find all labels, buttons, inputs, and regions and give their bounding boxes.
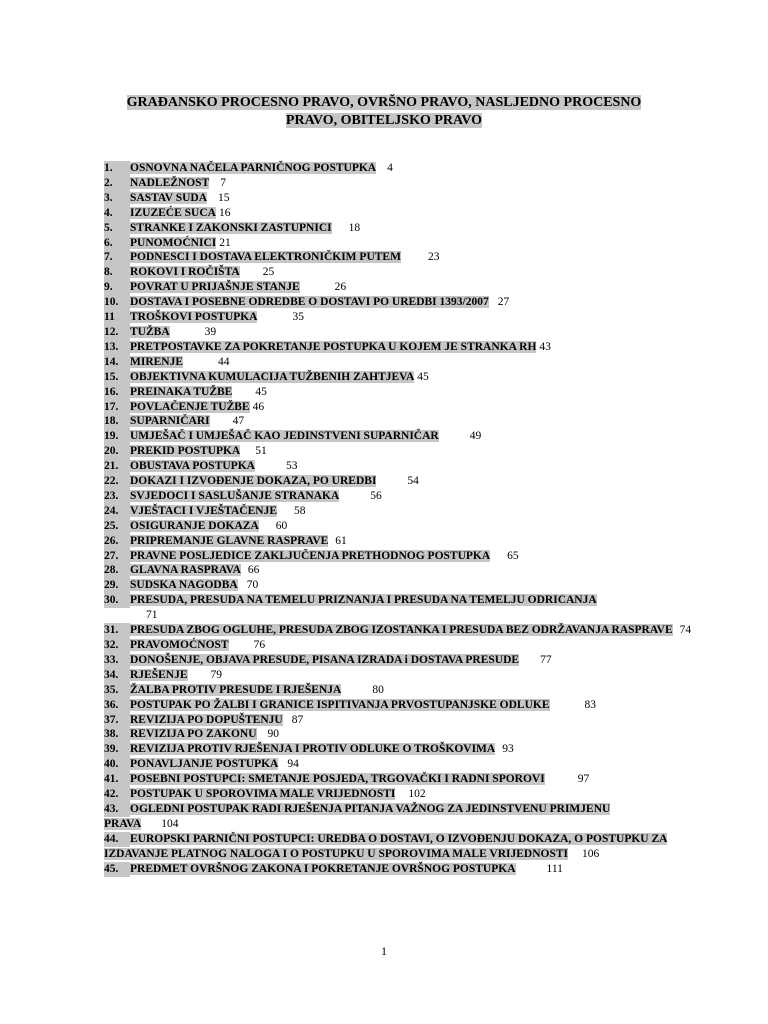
toc-entry-number: 11: [104, 310, 130, 325]
toc-entry-title: TROŠKOVI POSTUPKA: [130, 311, 258, 324]
toc-entry-number: 12.: [104, 325, 130, 340]
toc-entry-number: 44.: [104, 832, 130, 847]
toc-entry-title: DONOŠENJE, OBJAVA PRESUDE, PISANA IZRADA i DOSTAVA PRESUDE: [130, 653, 520, 666]
toc-entry-number: 15.: [104, 370, 130, 385]
toc-entry-page: 49: [469, 430, 482, 443]
toc-entry-number: 21.: [104, 459, 130, 474]
toc-entry-page: 18: [348, 221, 361, 234]
toc-entry-number: 14.: [104, 355, 130, 370]
toc-entry-page: 70: [246, 579, 259, 592]
toc-entry[interactable]: [104, 191, 670, 206]
toc-entry[interactable]: [104, 772, 670, 787]
toc-entry[interactable]: [104, 638, 670, 653]
toc-entry[interactable]: [104, 683, 670, 698]
toc-entry-title: RJEŠENJE: [130, 668, 188, 681]
toc-entry[interactable]: [104, 802, 670, 832]
toc-entry-page: 94: [287, 758, 299, 771]
toc-entry-title: PRAVOMOĆNOST: [130, 639, 229, 651]
toc-entry[interactable]: [104, 340, 670, 355]
toc-entry-page: 51: [255, 445, 267, 458]
toc-entry-title: OSIGURANJE DOKAZA: [130, 519, 259, 532]
title-line-2: PRAVO, OBITELJSKO PRAVO: [285, 112, 483, 128]
toc-entry-title: PRESUDA, PRESUDA NA TEMELU PRIZNANJA I PRESUDA NA TEMELJU ODRICANJA: [130, 594, 597, 607]
toc-entry-title: OSNOVNA NAČELA PARNIČNOG POSTUPKA: [130, 162, 377, 174]
toc-entry-title: REVIZIJA PO DOPUŠTENJU: [130, 713, 283, 726]
toc-entry-number: 18.: [104, 414, 130, 429]
toc-entry-title: IZUZEĆE SUCA: [130, 206, 216, 219]
toc-entry-page: 46: [252, 400, 265, 413]
toc-entry-title: DOSTAVA I POSEBNE ODREDBE O DOSTAVI PO UREDBI 1393/2007: [130, 296, 489, 309]
toc-entry-page: 71: [146, 609, 158, 622]
toc-entry-title: POSTUPAK U SPOROVIMA MALE VRIJEDNOSTI: [130, 788, 396, 801]
toc-entry-number: 17.: [104, 400, 130, 415]
toc-entry[interactable]: [104, 504, 670, 519]
toc-entry-number: 24.: [104, 504, 130, 519]
toc-entry-page: 35: [292, 311, 304, 324]
toc-entry-title: PREDMET OVRŠNOG ZAKONA I POKRETANJE OVRŠNOG POSTUPKA: [130, 862, 516, 875]
toc-entry-page: 15: [218, 191, 230, 204]
toc-entry-number: 42.: [104, 787, 130, 802]
toc-entry-number: 22.: [104, 474, 130, 489]
toc-entry-title: SVJEDOCI I SASLUŠANJE STRANAKA: [130, 489, 340, 502]
toc-entry[interactable]: [104, 474, 670, 489]
toc-entry[interactable]: [104, 161, 670, 176]
toc-entry-page: 25: [262, 266, 275, 279]
toc-entry[interactable]: [104, 250, 670, 265]
toc-entry-number: 9.: [104, 280, 130, 295]
toc-entry[interactable]: [104, 280, 670, 295]
toc-entry-page: 7: [220, 176, 226, 189]
toc-entry-page: 76: [253, 639, 266, 651]
toc-entry-number: 31.: [104, 623, 130, 638]
toc-entry-page: 27: [497, 296, 510, 309]
toc-entry-page: 58: [293, 504, 306, 517]
toc-entry[interactable]: [104, 713, 670, 728]
toc-entry-title: PRETPOSTAVKE ZA POKRETANJE POSTUPKA U KOJEM JE STRANKA RH: [130, 340, 537, 353]
title-line-1: GRAĐANSKO PROCESNO PRAVO, OVRŠNO PRAVO, NASLJEDNO PROCESNO: [126, 95, 642, 110]
toc-entry[interactable]: [104, 176, 670, 191]
toc-entry-title: PONAVLJANJE POSTUPKA: [130, 758, 279, 771]
toc-entry-title: ROKOVI I ROČIŠTA: [130, 266, 240, 279]
toc-entry-title: PRIPREMANJE GLAVNE RASPRAVE: [130, 534, 329, 547]
toc-entry-number: 20.: [104, 444, 130, 459]
toc-entry-number: 29.: [104, 578, 130, 593]
toc-entry-number: 23.: [104, 489, 130, 504]
toc-entry[interactable]: [104, 325, 670, 340]
toc-entry[interactable]: [104, 444, 670, 459]
toc-entry-number: 10.: [104, 295, 130, 310]
toc-entry-number: 36.: [104, 698, 130, 713]
toc-entry-title: DOKAZI I IZVOĐENJE DOKAZA, PO UREDBI: [130, 475, 377, 488]
toc-entry-number: 3.: [104, 191, 130, 206]
toc-entry-page: 39: [204, 325, 217, 338]
toc-entry-title: OGLEDNI POSTUPAK RADI RJEŠENJA PITANJA VAŽNOG ZA JEDINSTVENU PRIMJENU PRAVA: [104, 802, 611, 830]
toc-entry-page: 47: [232, 415, 245, 428]
toc-entry[interactable]: [104, 787, 670, 802]
toc-entry[interactable]: [104, 593, 670, 623]
toc-entry-number: 35.: [104, 683, 130, 698]
toc-entry-title: OBJEKTIVNA KUMULACIJA TUŽBENIH ZAHTJEVA: [130, 370, 415, 383]
toc-entry-title: PUNOMOĆNICI: [130, 236, 217, 249]
toc-entry-page: 54: [407, 475, 419, 488]
toc-entry-page: 44: [218, 355, 230, 368]
toc-entry-page: 104: [161, 817, 179, 830]
toc-entry-page: 53: [285, 460, 298, 473]
toc-entry[interactable]: [104, 742, 670, 757]
toc-entry[interactable]: [104, 563, 670, 578]
toc-entry[interactable]: [104, 221, 670, 236]
toc-entry[interactable]: [104, 489, 670, 504]
toc-entry-page: 79: [210, 668, 223, 681]
toc-entry[interactable]: [104, 549, 670, 564]
toc-entry-number: 26.: [104, 534, 130, 549]
toc-entry-title: UMJEŠAČ I UMJEŠAČ KAO JEDINSTVENI SUPARNIČAR: [130, 430, 439, 443]
toc-entry-number: 30.: [104, 593, 130, 608]
toc-entry-title: OBUSTAVA POSTUPKA: [130, 460, 255, 473]
toc-entry-title: STRANKE I ZAKONSKI ZASTUPNICI: [130, 221, 332, 234]
toc-entry[interactable]: [104, 414, 670, 429]
toc-entry[interactable]: [104, 206, 670, 221]
toc-entry-title: ŽALBA PROTIV PRESUDE I RJEŠENJA: [130, 683, 342, 696]
toc-entry-page: 60: [275, 519, 288, 532]
toc-entry[interactable]: [104, 519, 670, 534]
toc-entry-number: 39.: [104, 742, 130, 757]
toc-entry-number: 25.: [104, 519, 130, 534]
toc-entry[interactable]: [104, 459, 670, 474]
toc-entry-page: 106: [582, 847, 600, 860]
toc-entry-number: 13.: [104, 340, 130, 355]
toc-entry-title: EUROPSKI PARNIČNI POSTUPCI: UREDBA O DOSTAVI, O IZVOĐENJU DOKAZA, O POSTUPKU ZA IZDAVANJE PLATNOG NALOGA I O POSTUPKU U SPOROVIMA MALE VRIJEDNOSTI: [104, 832, 668, 860]
toc-entry-page: 23: [427, 251, 440, 264]
toc-entry-page: 56: [370, 489, 382, 502]
toc-entry-number: 32.: [104, 638, 130, 653]
toc-entry[interactable]: [104, 832, 670, 862]
toc-entry[interactable]: [104, 623, 692, 638]
toc-entry-title: MIRENJE: [130, 355, 184, 368]
toc-entry-number: 1.: [104, 161, 130, 176]
toc-entry-page: 16: [218, 206, 231, 219]
toc-entry-number: 34.: [104, 668, 130, 683]
toc-entry-title: PODNESCI I DOSTAVA ELEKTRONIČKIM PUTEM: [130, 251, 401, 264]
toc-entry-title: POVRAT U PRIJAŠNJE STANJE: [130, 281, 300, 294]
toc-entry-page: 43: [539, 340, 551, 353]
page-number: 1: [381, 944, 387, 958]
toc-entry[interactable]: [104, 265, 670, 280]
toc-entry[interactable]: [104, 668, 670, 683]
toc-entry[interactable]: [104, 757, 670, 772]
toc-entry-title: GLAVNA RASPRAVA: [130, 564, 241, 577]
toc-entry-number: 28.: [104, 563, 130, 578]
toc-entry[interactable]: [104, 534, 670, 549]
toc-entry[interactable]: [104, 653, 670, 668]
toc-entry-number: 45.: [104, 862, 130, 877]
toc-entry-page: 111: [546, 862, 563, 875]
toc-entry[interactable]: [104, 355, 670, 370]
toc-entry-title: POSTUPAK PO ŽALBI I GRANICE ISPITIVANJA PRVOSTUPANJSKE ODLUKE: [130, 698, 550, 711]
toc-entry[interactable]: [104, 236, 670, 251]
toc-entry-page: 45: [255, 385, 267, 398]
toc-entry-title: PRESUDA ZBOG OGLUHE, PRESUDA ZBOG IZOSTANKA I PRESUDA BEZ ODRŽAVANJA RASPRAVE: [130, 624, 673, 637]
toc-entry-title: REVIZIJA PO ZAKONU: [130, 728, 257, 741]
toc-entry-title: TUŽBA: [130, 325, 170, 338]
toc-entry-page: 61: [335, 534, 347, 547]
toc-entry[interactable]: [104, 862, 670, 877]
toc-entry-page: 83: [584, 698, 597, 711]
toc-entry[interactable]: [104, 578, 670, 593]
toc-entry[interactable]: [104, 295, 670, 310]
table-of-contents: [104, 161, 692, 877]
toc-entry-title: SUDSKA NAGODBA: [130, 579, 238, 592]
toc-entry-number: 38.: [104, 727, 130, 742]
toc-entry-page: 102: [408, 788, 426, 801]
toc-entry-number: 19.: [104, 429, 130, 444]
toc-entry-page: 66: [247, 564, 260, 577]
toc-entry-number: 27.: [104, 549, 130, 564]
toc-entry-page: 65: [507, 549, 519, 562]
toc-entry-number: 40.: [104, 757, 130, 772]
toc-entry-title: PREINAKA TUŽBE: [130, 385, 233, 398]
toc-entry-number: 5.: [104, 221, 130, 236]
toc-entry-page: 87: [291, 713, 304, 726]
toc-entry-number: 16.: [104, 385, 130, 400]
toc-entry[interactable]: [104, 429, 670, 444]
toc-entry-number: 37.: [104, 713, 130, 728]
toc-entry[interactable]: [104, 727, 670, 742]
toc-entry-page: 74: [679, 624, 692, 637]
toc-entry-number: 4.: [104, 206, 130, 221]
toc-entry-title: POVLAČENJE TUŽBE: [130, 400, 250, 413]
toc-entry-title: POSEBNI POSTUPCI: SMETANJE POSJEDA, TRGOVAČKI I RADNI SPOROVI: [130, 773, 545, 786]
toc-entry-number: 6.: [104, 236, 130, 251]
toc-entry-number: 2.: [104, 176, 130, 191]
toc-entry-number: 43.: [104, 802, 130, 817]
toc-entry[interactable]: [104, 400, 670, 415]
toc-entry[interactable]: [104, 310, 670, 325]
toc-entry-page: 21: [219, 236, 231, 249]
toc-entry-page: 4: [387, 162, 393, 174]
toc-entry[interactable]: [104, 370, 670, 385]
document-title: [100, 94, 668, 129]
toc-entry-page: 45: [417, 370, 429, 383]
toc-entry-title: VJEŠTACI I VJEŠTAČENJE: [130, 504, 277, 517]
toc-entry-title: NADLEŽNOST: [130, 176, 210, 189]
toc-entry-page: 90: [267, 728, 280, 741]
toc-entry-page: 97: [577, 773, 590, 786]
toc-entry-number: 7.: [104, 250, 130, 265]
toc-entry[interactable]: [104, 385, 670, 400]
toc-entry-title: PRAVNE POSLJEDICE ZAKLJUČENJA PRETHODNOG POSTUPKA: [130, 549, 491, 562]
toc-entry-title: SUPARNIČARI: [130, 415, 210, 428]
toc-entry-title: SASTAV SUDA: [130, 191, 208, 204]
toc-entry-page: 93: [502, 743, 514, 756]
toc-entry-page: 80: [372, 683, 384, 696]
toc-entry-title: REVIZIJA PROTIV RJEŠENJA I PROTIV ODLUKE O TROŠKOVIMA: [130, 743, 496, 756]
toc-entry-number: 41.: [104, 772, 130, 787]
toc-entry-page: 26: [334, 281, 347, 294]
toc-entry-title: PREKID POSTUPKA: [130, 445, 241, 458]
toc-entry-number: 33.: [104, 653, 130, 668]
toc-entry-page: 77: [540, 653, 552, 666]
toc-entry[interactable]: [104, 698, 670, 713]
toc-entry-number: 8.: [104, 265, 130, 280]
